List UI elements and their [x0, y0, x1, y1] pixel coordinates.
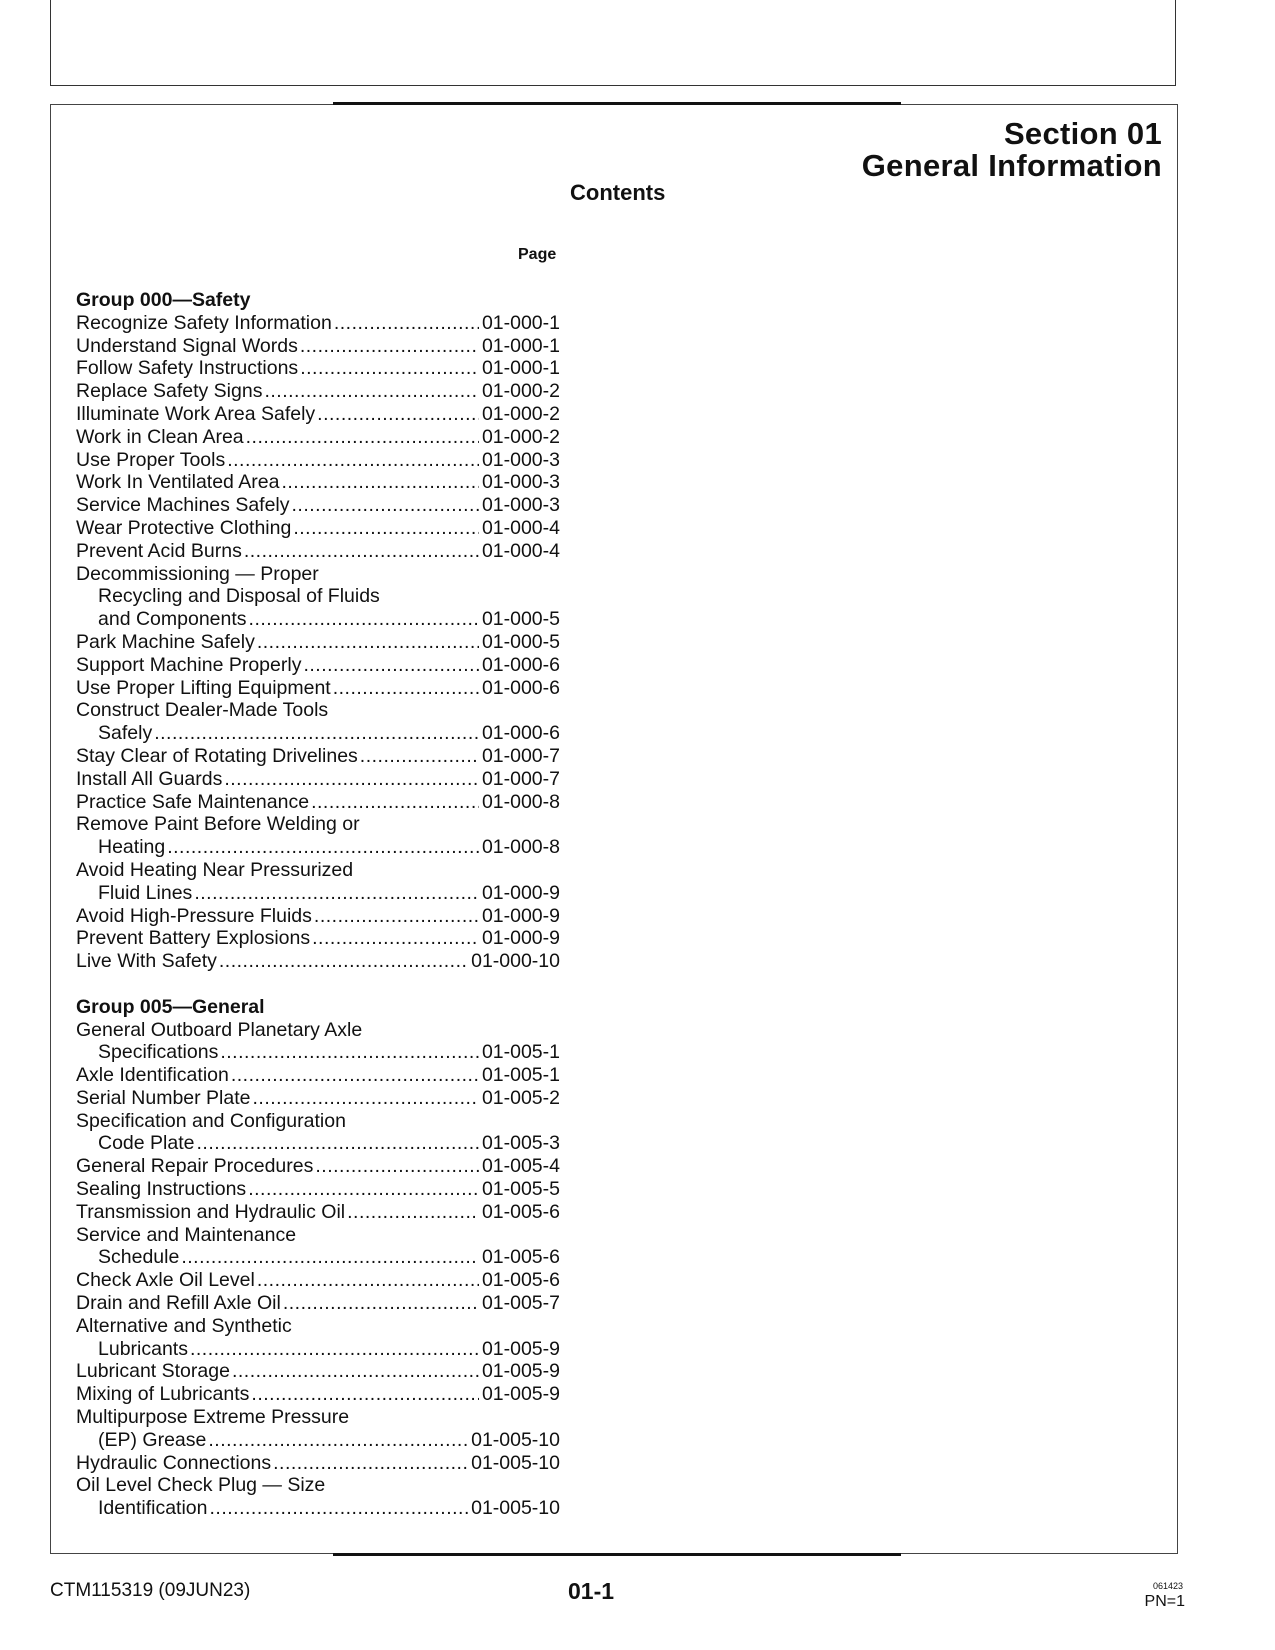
toc-entry-row	[76, 335, 560, 358]
toc-entry-line: Alternative and Synthetic	[76, 1314, 292, 1337]
toc-entry-row	[76, 791, 560, 814]
toc-entry-line: Construct Dealer-Made Tools	[76, 699, 329, 722]
dot-leader	[224, 768, 479, 791]
toc-entry[interactable]	[76, 517, 560, 540]
toc-entry-page: 01-000-6	[481, 653, 560, 676]
toc-entry-line: Oil Level Check Plug — Size	[76, 1474, 326, 1497]
toc-entry[interactable]	[76, 927, 560, 950]
toc-entry-page: 01-000-1	[481, 311, 560, 334]
toc-entry-line: Specification and Configuration	[76, 1109, 346, 1132]
toc-entry-row	[76, 1429, 560, 1452]
section-title: General Information	[861, 148, 1162, 183]
toc-entry[interactable]	[76, 1269, 560, 1292]
toc-entry-row	[76, 380, 560, 403]
dot-leader	[219, 950, 468, 973]
toc-entry[interactable]	[76, 312, 560, 335]
toc-entry-page: 01-005-9	[481, 1383, 560, 1406]
toc-entry-label: Axle Identification	[76, 1064, 229, 1087]
toc-entry[interactable]	[76, 1019, 560, 1065]
toc-entry-page: 01-000-5	[481, 630, 560, 653]
dot-leader	[315, 1155, 479, 1178]
toc-entry-row	[76, 882, 560, 905]
toc-entry[interactable]	[76, 403, 560, 426]
toc-entry-page: 01-000-5	[481, 608, 560, 631]
toc-entry-label: Use Proper Lifting Equipment	[76, 676, 331, 699]
dot-leader	[360, 745, 479, 768]
toc-entry-label: Check Axle Oil Level	[76, 1269, 255, 1292]
toc-entry-row	[76, 1155, 560, 1178]
toc-entry-page: 01-000-8	[481, 790, 560, 813]
toc-entry-label: Prevent Battery Explosions	[76, 927, 311, 950]
dot-leader	[273, 1452, 468, 1475]
footer-code: 061423	[1152, 1581, 1183, 1591]
dot-leader	[281, 471, 479, 494]
dot-leader	[208, 1429, 468, 1452]
toc-entry-row	[76, 1383, 560, 1406]
toc-entry[interactable]	[76, 1110, 560, 1156]
dot-leader	[196, 1132, 478, 1155]
toc-entry-label: Identification	[98, 1497, 208, 1520]
toc-entry-page: 01-000-9	[481, 927, 560, 950]
toc-entry-label: Heating	[98, 836, 166, 859]
dot-leader	[246, 426, 479, 449]
toc-entry-row	[76, 1360, 560, 1383]
toc-entry-row	[76, 722, 560, 745]
toc-entry-page: 01-000-3	[481, 494, 560, 517]
toc-entry-label: Illuminate Work Area Safely	[76, 402, 316, 425]
toc-entry[interactable]	[76, 699, 560, 745]
toc-entry-line: Multipurpose Extreme Pressure	[76, 1406, 350, 1429]
toc-entry-row	[76, 836, 560, 859]
dot-leader	[293, 517, 479, 540]
toc-entry[interactable]	[76, 357, 560, 380]
dot-leader	[300, 335, 479, 358]
toc-entry-line: Decommissioning — Proper	[76, 562, 319, 585]
toc-entry[interactable]	[76, 1360, 560, 1383]
dot-leader	[314, 905, 479, 928]
toc-entry-page: 01-005-6	[481, 1200, 560, 1223]
toc-entry-label: Specifications	[98, 1041, 219, 1064]
page-column-heading: Page	[518, 246, 557, 263]
group-title: Group 005—General	[76, 995, 265, 1018]
toc-entry-page: 01-000-2	[481, 402, 560, 425]
group-spacer	[76, 973, 560, 996]
toc-entry[interactable]	[76, 1383, 560, 1406]
toc-entry[interactable]	[76, 813, 560, 859]
dot-leader	[194, 882, 479, 905]
dot-leader	[220, 1041, 479, 1064]
toc-entry-page: 01-005-7	[481, 1292, 560, 1315]
toc-entry-page: 01-000-7	[481, 744, 560, 767]
section-heading	[862, 118, 1162, 182]
dot-leader	[154, 722, 479, 745]
toc-entry-label: Lubricants	[98, 1337, 188, 1360]
toc-entry-row	[76, 1201, 560, 1224]
toc-entry-label: Safely	[98, 722, 153, 745]
toc-entry-page: 01-000-2	[481, 425, 560, 448]
toc-entry-page: 01-005-6	[481, 1246, 560, 1269]
toc-entry-row	[76, 1497, 560, 1520]
toc-entry[interactable]	[76, 791, 560, 814]
toc-entry-label: Avoid High-Pressure Fluids	[76, 904, 312, 927]
dot-leader	[190, 1338, 479, 1361]
toc-entry[interactable]	[76, 1224, 560, 1270]
table-of-contents	[76, 289, 560, 1520]
toc-entry-row	[76, 745, 560, 768]
toc-entry-page: 01-005-2	[481, 1086, 560, 1109]
toc-entry-page: 01-000-4	[481, 539, 560, 562]
dot-leader	[347, 1201, 479, 1224]
toc-entry-page: 01-000-10	[471, 950, 560, 973]
toc-entry-label: General Repair Procedures	[76, 1155, 314, 1178]
document-id: CTM115319 (09JUN23)	[50, 1580, 251, 1601]
dot-leader	[292, 494, 479, 517]
dot-leader	[333, 677, 479, 700]
toc-entry[interactable]	[76, 1178, 560, 1201]
toc-entry-label: Hydraulic Connections	[76, 1451, 272, 1474]
toc-entry-label: Mixing of Lubricants	[76, 1383, 250, 1406]
toc-entry-row	[76, 1132, 560, 1155]
dot-leader	[232, 1360, 479, 1383]
dot-leader	[231, 1064, 479, 1087]
toc-entry-label: Transmission and Hydraulic Oil	[76, 1200, 346, 1223]
toc-entry-label: Understand Signal Words	[76, 334, 298, 357]
toc-entry[interactable]	[76, 380, 560, 403]
dot-leader	[244, 540, 479, 563]
dot-leader	[251, 1383, 479, 1406]
toc-entry-row	[76, 403, 560, 426]
toc-entry[interactable]	[76, 449, 560, 472]
toc-entry-row	[76, 1178, 560, 1201]
contents-heading: Contents	[570, 180, 666, 205]
toc-entry-row	[76, 631, 560, 654]
toc-entry-label: Prevent Acid Burns	[76, 539, 242, 562]
toc-entry-row	[76, 905, 560, 928]
toc-entry-line: Remove Paint Before Welding or	[76, 813, 360, 836]
toc-entry-page: 01-000-3	[481, 471, 560, 494]
toc-entry-label: Service Machines Safely	[76, 494, 290, 517]
toc-entry-row	[76, 540, 560, 563]
dot-leader	[227, 449, 479, 472]
toc-entry-row	[76, 1087, 560, 1110]
toc-entry-line: General Outboard Planetary Axle	[76, 1018, 363, 1041]
toc-entry-label: Code Plate	[98, 1132, 195, 1155]
dot-leader	[300, 357, 479, 380]
toc-entry[interactable]	[76, 768, 560, 791]
toc-entry-page: 01-005-10	[471, 1451, 560, 1474]
toc-entry[interactable]	[76, 1406, 560, 1452]
toc-entry-label: Sealing Instructions	[76, 1178, 247, 1201]
toc-entry-label: Drain and Refill Axle Oil	[76, 1292, 281, 1315]
dot-leader	[334, 312, 479, 335]
dot-leader	[181, 1246, 479, 1269]
toc-entry[interactable]	[76, 426, 560, 449]
toc-entry[interactable]	[76, 540, 560, 563]
toc-entry[interactable]	[76, 1315, 560, 1361]
toc-entry[interactable]	[76, 745, 560, 768]
toc-entry-row	[76, 449, 560, 472]
dot-leader	[249, 608, 479, 631]
toc-entry-label: Replace Safety Signs	[76, 380, 263, 403]
toc-entry-row	[76, 471, 560, 494]
toc-entry-row	[76, 1269, 560, 1292]
toc-entry-row	[76, 654, 560, 677]
toc-entry-label: Follow Safety Instructions	[76, 357, 299, 380]
footer-pn: PN=1	[1144, 1593, 1185, 1610]
toc-entry-line: Recycling and Disposal of Fluids	[98, 585, 380, 608]
toc-entry-page: 01-000-3	[481, 448, 560, 471]
toc-entry-row	[76, 677, 560, 700]
toc-entry-page: 01-005-1	[481, 1064, 560, 1087]
toc-entry[interactable]	[76, 905, 560, 928]
toc-entry-page: 01-000-1	[481, 357, 560, 380]
toc-entry-page: 01-000-6	[481, 722, 560, 745]
toc-entry-row	[76, 608, 560, 631]
toc-entry[interactable]	[76, 950, 560, 973]
toc-entry-label: Lubricant Storage	[76, 1360, 230, 1383]
toc-entry[interactable]	[76, 494, 560, 517]
toc-entry-page: 01-005-10	[471, 1497, 560, 1520]
toc-entry-page: 01-000-7	[481, 767, 560, 790]
toc-entry-line: Avoid Heating Near Pressurized	[76, 858, 354, 881]
toc-entry[interactable]	[76, 654, 560, 677]
dot-leader	[283, 1292, 479, 1315]
toc-entry-label: Install All Guards	[76, 767, 223, 790]
toc-entry-label: Recognize Safety Information	[76, 311, 332, 334]
toc-entry-page: 01-000-8	[481, 836, 560, 859]
toc-entry-row	[76, 426, 560, 449]
dot-leader	[317, 403, 479, 426]
toc-entry-page: 01-005-10	[471, 1428, 560, 1451]
toc-entry-page: 01-005-5	[481, 1178, 560, 1201]
toc-entry-label: Support Machine Properly	[76, 653, 302, 676]
dot-leader	[257, 1269, 479, 1292]
toc-entry-page: 01-005-9	[481, 1360, 560, 1383]
toc-entry-label: Live With Safety	[76, 950, 217, 973]
dot-leader	[311, 791, 479, 814]
group-title: Group 000—Safety	[76, 289, 251, 311]
dot-leader	[210, 1497, 469, 1520]
toc-entry[interactable]	[76, 1201, 560, 1224]
toc-entry-page: 01-000-9	[481, 904, 560, 927]
toc-entry[interactable]	[76, 1155, 560, 1178]
toc-entry-row	[76, 927, 560, 950]
toc-entry[interactable]	[76, 471, 560, 494]
toc-entry-page: 01-005-1	[481, 1041, 560, 1064]
top-rule	[333, 102, 901, 105]
toc-entry-label: Schedule	[98, 1246, 180, 1269]
toc-entry[interactable]	[76, 1452, 560, 1475]
dot-leader	[248, 1178, 479, 1201]
toc-entry-label: and Components	[98, 608, 247, 631]
toc-entry[interactable]	[76, 1064, 560, 1087]
toc-entry-row	[76, 1246, 560, 1269]
dot-leader	[253, 1087, 479, 1110]
toc-entry-label: Park Machine Safely	[76, 630, 255, 653]
toc-entry-line: Service and Maintenance	[76, 1223, 297, 1246]
page-number: 01-1	[568, 1578, 615, 1604]
toc-entry-page: 01-000-4	[481, 516, 560, 539]
toc-entry-label: Use Proper Tools	[76, 448, 226, 471]
toc-entry-page: 01-000-6	[481, 676, 560, 699]
toc-entry-page: 01-000-9	[481, 881, 560, 904]
toc-entry-page: 01-000-1	[481, 334, 560, 357]
toc-entry[interactable]	[76, 631, 560, 654]
dot-leader	[167, 836, 479, 859]
toc-entry-page: 01-000-2	[481, 380, 560, 403]
toc-entry-page: 01-005-3	[481, 1132, 560, 1155]
dot-leader	[303, 654, 478, 677]
toc-entry-row	[76, 1452, 560, 1475]
toc-entry-label: (EP) Grease	[98, 1428, 207, 1451]
toc-entry[interactable]	[76, 859, 560, 905]
toc-entry-label: Serial Number Plate	[76, 1086, 251, 1109]
toc-entry[interactable]	[76, 1474, 560, 1520]
toc-entry-row	[76, 950, 560, 973]
toc-entry[interactable]	[76, 335, 560, 358]
dot-leader	[264, 380, 478, 403]
toc-entry-row	[76, 312, 560, 335]
toc-entry-row	[76, 1338, 560, 1361]
toc-entry-row	[76, 1292, 560, 1315]
toc-entry-page: 01-005-9	[481, 1337, 560, 1360]
toc-entry-label: Practice Safe Maintenance	[76, 790, 310, 813]
toc-entry-row	[76, 1041, 560, 1064]
bottom-rule	[333, 1553, 901, 1556]
toc-entry[interactable]	[76, 563, 560, 631]
toc-entry[interactable]	[76, 677, 560, 700]
toc-entry-label: Fluid Lines	[98, 881, 193, 904]
toc-entry-label: Wear Protective Clothing	[76, 516, 292, 539]
toc-entry-label: Work In Ventilated Area	[76, 471, 280, 494]
toc-entry-row	[76, 517, 560, 540]
section-number: Section 01	[1003, 116, 1162, 151]
toc-entry-row	[76, 768, 560, 791]
toc-entry-label: Stay Clear of Rotating Drivelines	[76, 744, 358, 767]
dot-leader	[257, 631, 479, 654]
toc-entry[interactable]	[76, 1292, 560, 1315]
toc-entry-page: 01-005-4	[481, 1155, 560, 1178]
toc-entry-row	[76, 1064, 560, 1087]
toc-entry-row	[76, 494, 560, 517]
toc-entry[interactable]	[76, 1087, 560, 1110]
header-frame	[50, 0, 1176, 86]
dot-leader	[312, 927, 479, 950]
toc-entry-row	[76, 357, 560, 380]
toc-entry-page: 01-005-6	[481, 1269, 560, 1292]
toc-entry-label: Work in Clean Area	[76, 425, 244, 448]
